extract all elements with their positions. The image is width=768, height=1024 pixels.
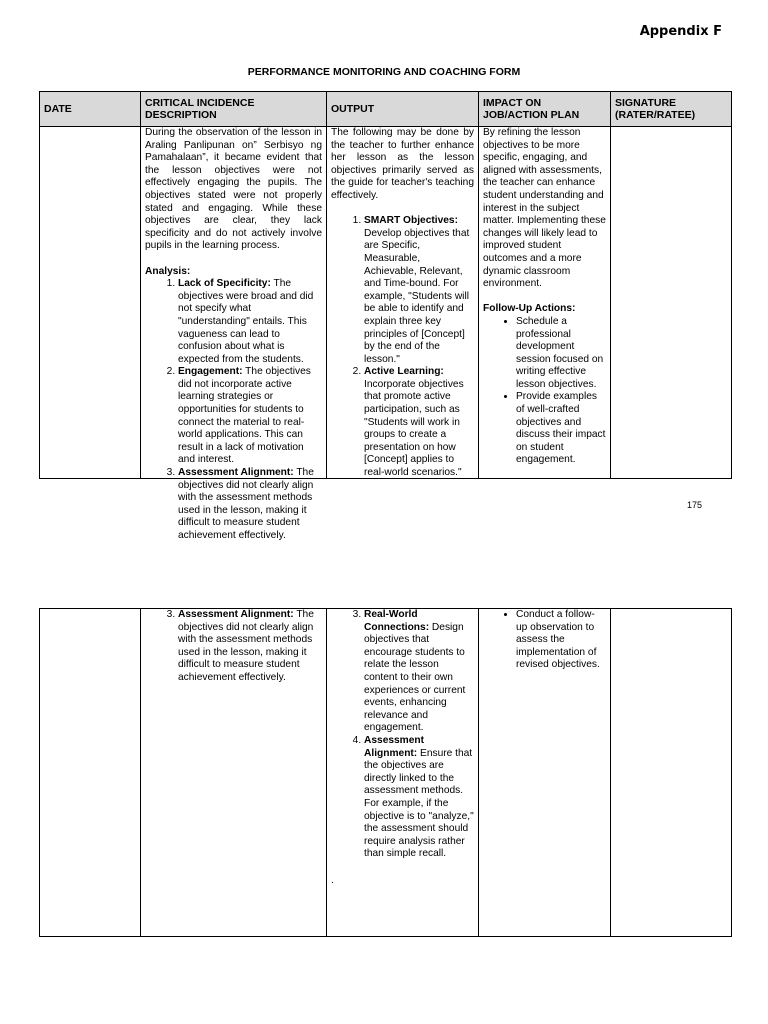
critical-cell-continued [141, 609, 327, 937]
signature-cell [611, 127, 732, 479]
followup-label: Follow-Up Actions: [483, 303, 576, 315]
impact-intro: By refining the lesson objectives to be more specific, engaging, and aligned with assessments, the teacher can enhance student understanding and interest in the subject matter. Implementing these changes will likely lead to improved student outcomes and a more dynamic classroom environment. [483, 127, 606, 290]
table-row [40, 127, 732, 479]
output-cell [327, 127, 479, 479]
header-output: OUTPUT [327, 92, 479, 127]
list-item: 1. SMART Objectives: Develop objectives that are Specific, Measurable, Achievable, Relevant, and Time-bound. For example, "Students will be able to identify and explain three key principles of [Concept] by the end of the lesson." [364, 215, 474, 366]
header-critical-incidence: CRITICAL INCIDENCE DESCRIPTION [141, 92, 327, 127]
output-cell-continued [327, 609, 479, 937]
page-number: 175 [686, 500, 702, 510]
form-title: PERFORMANCE MONITORING AND COACHING FORM [247, 66, 521, 78]
list-item: 3. Real-World Connections: Design objectives that encourage students to relate the lesson content to their own experiences or current events, enhancing relevance and engagement. [364, 609, 474, 735]
trailing-dot: . [331, 875, 334, 887]
list-item: • Conduct a follow-up observation to assess the implementation of revised objectives. [516, 609, 606, 672]
list-item: • Schedule a professional development session focused on writing effective lesson objectives. [516, 316, 606, 392]
date-cell [40, 127, 141, 479]
critical-intro: During the observation of the lesson in Araling Panlipunan on” Serbisyo ng Pamahalaan”, it became evident that the lesson objectives were not effectively engaging the pupils. The objectives stated were not properly stated and engaging. While these objectives are clear, they lack specificity and do not actively involve pupils in the learning process. [145, 127, 322, 252]
critical-cell [141, 127, 327, 541]
analysis-label: Analysis: [145, 265, 191, 277]
followup-list [483, 316, 606, 467]
list-item: 3. Assessment Alignment: The objectives did not clearly align with the assessment methods used in the lesson, making it difficult to measure student achievement effectively. [178, 609, 322, 685]
list-item: 2. Active Learning: Incorporate objectives that promote active participation, such as "Students will work in groups to create a presentation on how [Concept] applies to real-world scenarios." [364, 366, 474, 479]
header-row [40, 92, 732, 127]
list-item: 4. Assessment Alignment: Ensure that the objectives are directly linked to the assessment methods. For example, if the objective is to "analyze," the assessment should require analysis rather than simple recall. [364, 735, 474, 861]
list-item: 1. Lack of Specificity: The objectives were broad and did not specify what "understanding" entails. This vagueness can lead to confusion about what is expected from the students. [178, 278, 322, 366]
output-list-continued [331, 609, 474, 861]
appendix-label: Appendix F [639, 24, 722, 39]
header-date: DATE [40, 92, 141, 127]
list-item: • Provide examples of well-crafted objectives and discuss their impact on student engagement. [516, 391, 606, 467]
header-impact: IMPACT ON JOB/ACTION PLAN [479, 92, 611, 127]
table-row [40, 609, 732, 937]
analysis-list-continued [145, 609, 322, 685]
header-signature: SIGNATURE (RATER/RATEE) [611, 92, 732, 127]
list-item: 2. Engagement: The objectives did not incorporate active learning strategies or opportunities for students to connect the material to real-world applications. This can result in a lack of motivation and interest. [178, 366, 322, 467]
impact-cell [479, 127, 611, 479]
signature-cell [611, 609, 732, 937]
impact-cell-continued [479, 609, 611, 937]
list-item: 3. Assessment Alignment: The objectives did not clearly align with the assessment methods used in the lesson, making it difficult to measure student achievement effectively. [178, 467, 322, 543]
output-list [331, 215, 474, 479]
coaching-form-table-page-2 [39, 608, 732, 937]
followup-list-continued [483, 609, 606, 672]
date-cell [40, 609, 141, 937]
analysis-list [145, 278, 322, 542]
output-intro: The following may be done by the teacher to further enhance her lesson as the lesson objectives primarily served as the guide for teacher's teaching effectively. [331, 127, 474, 201]
